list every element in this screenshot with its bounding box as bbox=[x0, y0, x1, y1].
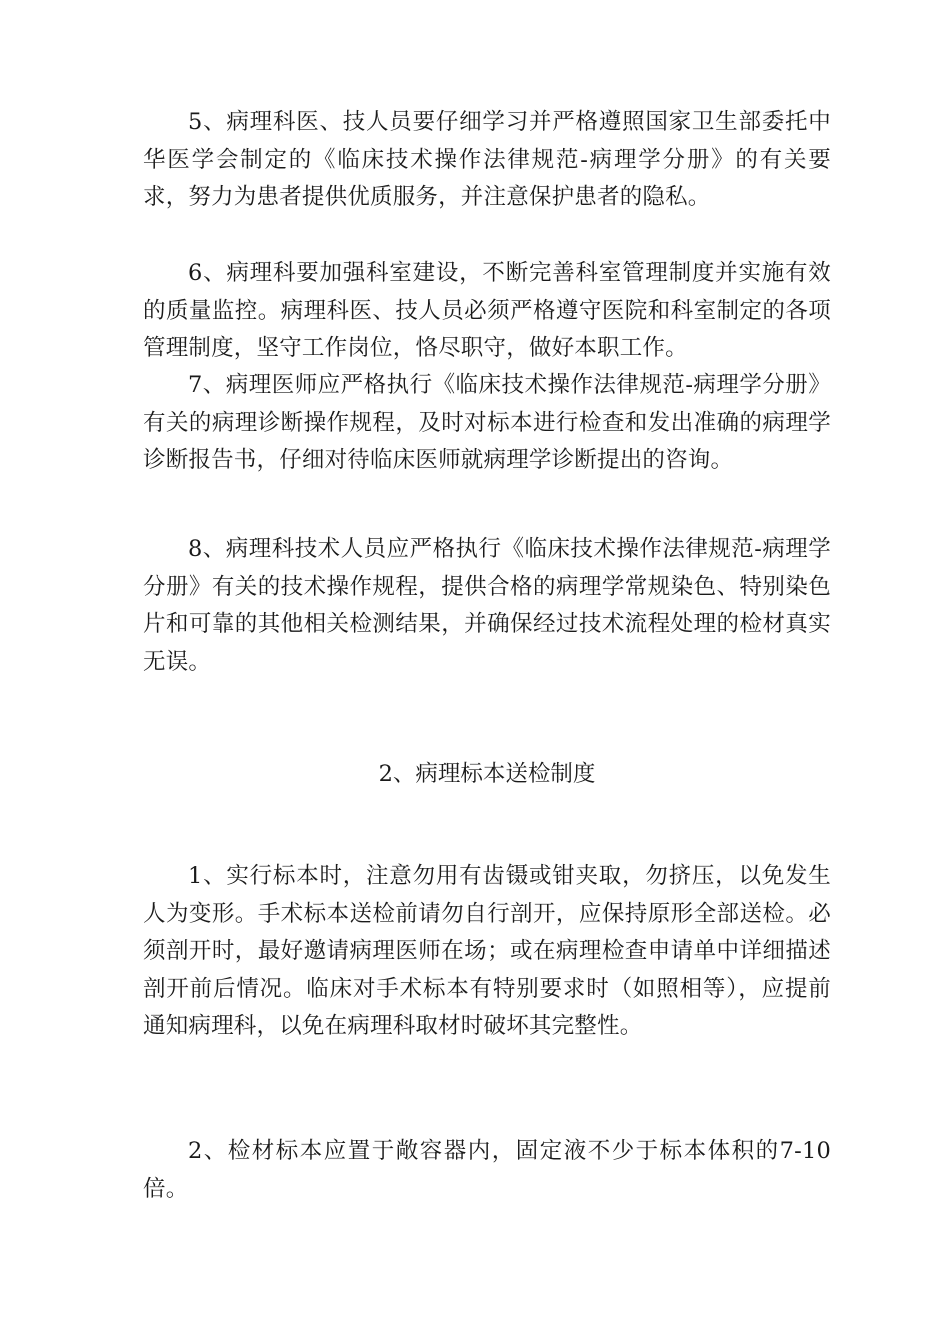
paragraph-item-5: 5、病理科医、技人员要仔细学习并严格遵照国家卫生部委托中华医学会制定的《临床技术操作法律规范-病理学分册》的有关要求，努力为患者提供优质服务，并注意保护患者的隐私。 bbox=[143, 109, 831, 210]
paragraph-item-8: 8、病理科技术人员应严格执行《临床技术操作法律规范-病理学分册》有关的技术操作规程，提供合格的病理学常规染色、特别染色片和可靠的其他相关检测结果，并确保经过技术流程处理的检材真实无误。 bbox=[143, 536, 831, 675]
paragraph-item-6: 6、病理科要加强科室建设，不断完善科室管理制度并实施有效的质量监控。病理科医、技人员必须严格遵守医院和科室制定的各项管理制度，坚守工作岗位，恪尽职守，做好本职工作。 bbox=[143, 260, 831, 361]
paragraph-rule-2: 2、检材标本应置于敞容器内，固定液不少于标本体积的7-10倍。 bbox=[143, 1138, 831, 1202]
paragraph-item-7: 7、病理医师应严格执行《临床技术操作法律规范-病理学分册》有关的病理诊断操作规程，及时对标本进行检查和发出准确的病理学诊断报告书，仔细对待临床医师就病理学诊断提出的咨询。 bbox=[143, 372, 831, 473]
paragraph-rule-1: 1、实行标本时，注意勿用有齿镊或钳夹取，勿挤压，以免发生人为变形。手术标本送检前请勿自行剖开，应保持原形全部送检。必须剖开时，最好邀请病理医师在场；或在病理检查申请单中详细描述剖开前后情况。临床对手术标本有特别要求时（如照相等），应提前通知病理科，以免在病理科取材时破坏其完整性。 bbox=[143, 863, 831, 1039]
section-heading: 2、病理标本送检制度 bbox=[378, 761, 596, 787]
